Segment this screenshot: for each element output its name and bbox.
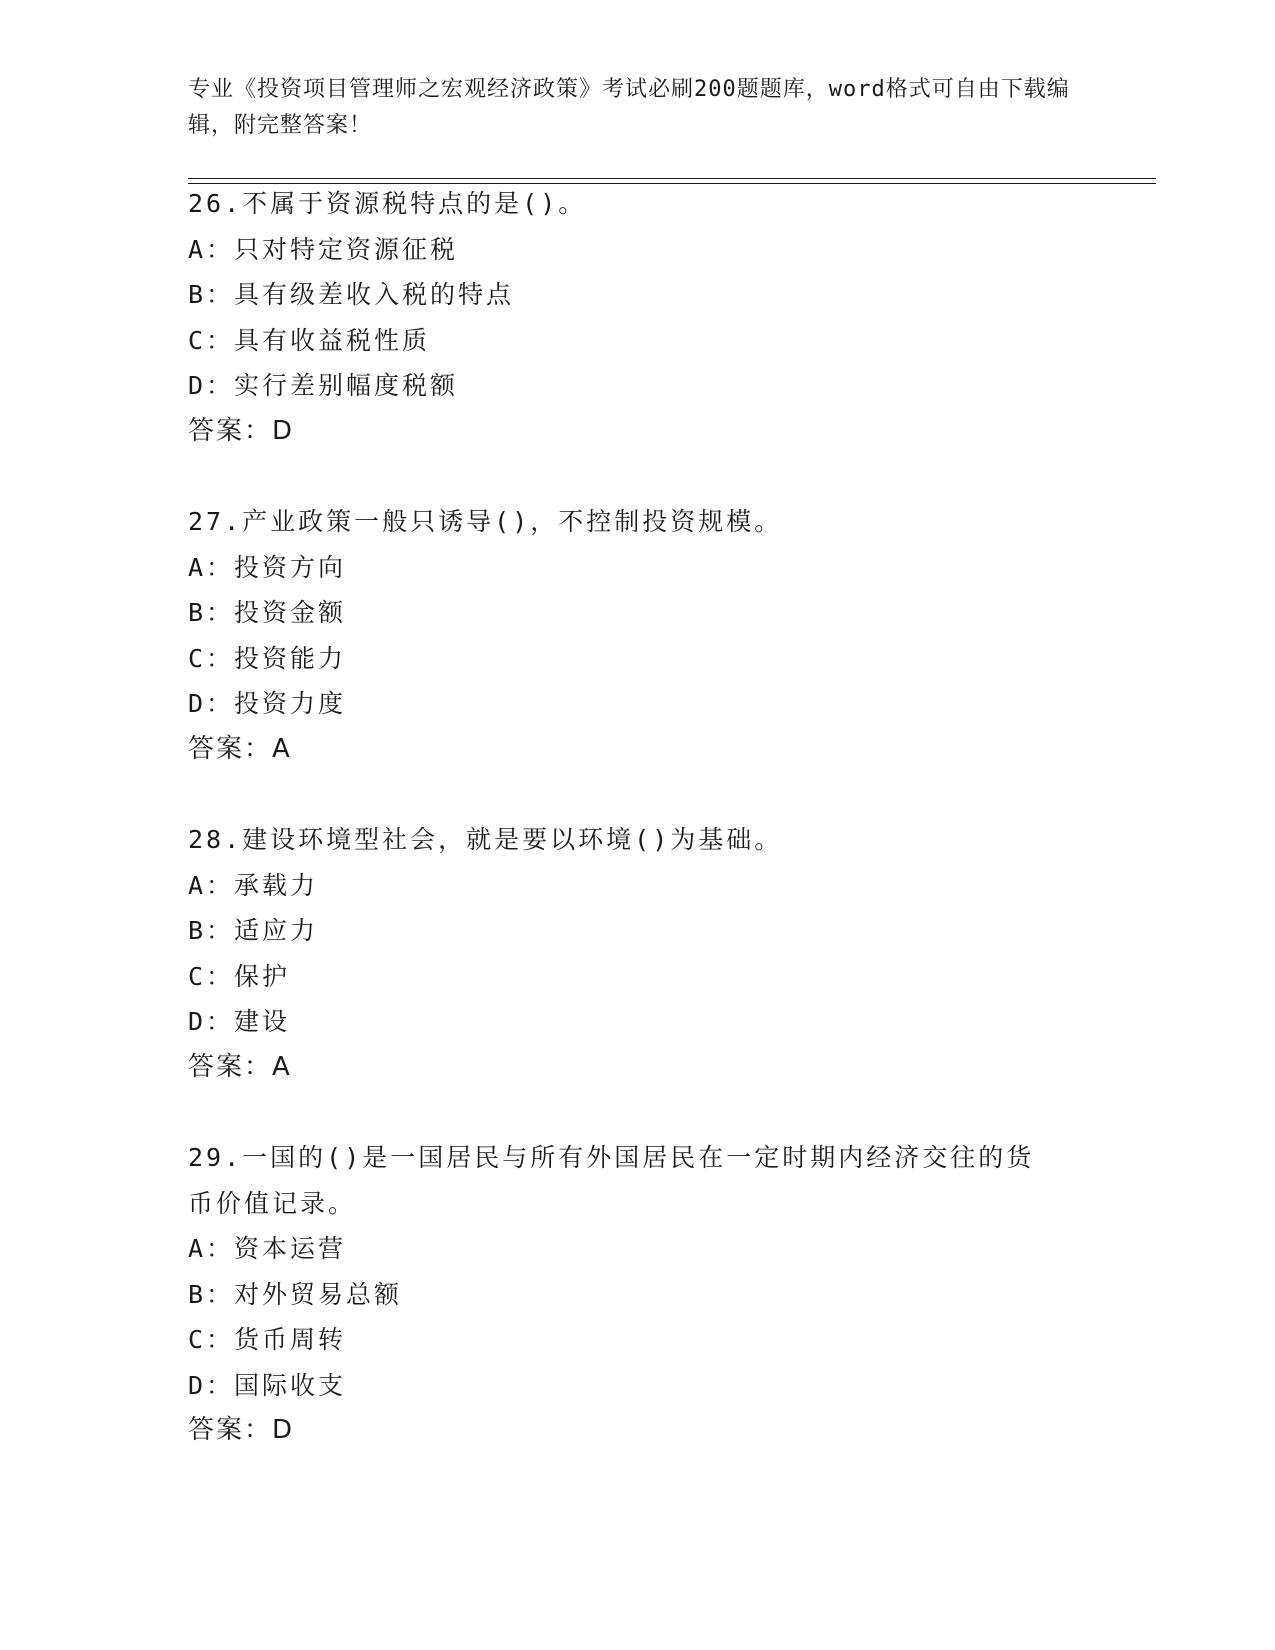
question-stem: 28.建设环境型社会，就是要以环境()为基础。 — [188, 825, 783, 854]
header-divider-top — [188, 178, 1156, 179]
option-a: A：资本运营 — [188, 1234, 347, 1263]
option-d: D：投资力度 — [188, 689, 347, 718]
answer-text: 答案：D — [188, 415, 295, 446]
option-a: A：只对特定资源征税 — [188, 234, 459, 264]
answer-text: 答案：A — [188, 733, 292, 764]
option-a: A：投资方向 — [188, 552, 347, 582]
answer-text: 答案：D — [188, 1415, 295, 1445]
option-c: C：具有收益税性质 — [188, 325, 431, 355]
question-29 — [188, 1135, 1088, 1454]
question-28 — [188, 817, 1088, 1090]
question-stem: 29.一国的()是一国居民与所有外国居民在一定时期内经济交往的货币价值记录。 — [188, 1143, 1035, 1218]
option-c: C：保护 — [188, 961, 291, 991]
question-stem: 27.产业政策一般只诱导()，不控制投资规模。 — [188, 507, 783, 536]
option-b: B：适应力 — [188, 916, 319, 945]
option-b: B：具有级差收入税的特点 — [188, 280, 515, 309]
option-b: B：对外贸易总额 — [188, 1279, 403, 1309]
option-a: A：承载力 — [188, 870, 319, 900]
question-stem: 26.不属于资源税特点的是()。 — [188, 189, 587, 218]
option-b: B：投资金额 — [188, 598, 347, 627]
question-26 — [188, 181, 1088, 454]
option-d: D：建设 — [188, 1007, 291, 1036]
document-header: 专业《投资项目管理师之宏观经济政策》考试必刷200题题库，word格式可自由下载编辑，附完整答案！ — [188, 77, 1070, 138]
question-27 — [188, 499, 1088, 772]
option-c: C：投资能力 — [188, 643, 347, 673]
option-d: D：国际收支 — [188, 1370, 347, 1400]
answer-text: 答案：A — [188, 1051, 292, 1082]
option-c: C：货币周转 — [188, 1325, 347, 1354]
option-d: D：实行差别幅度税额 — [188, 371, 459, 400]
